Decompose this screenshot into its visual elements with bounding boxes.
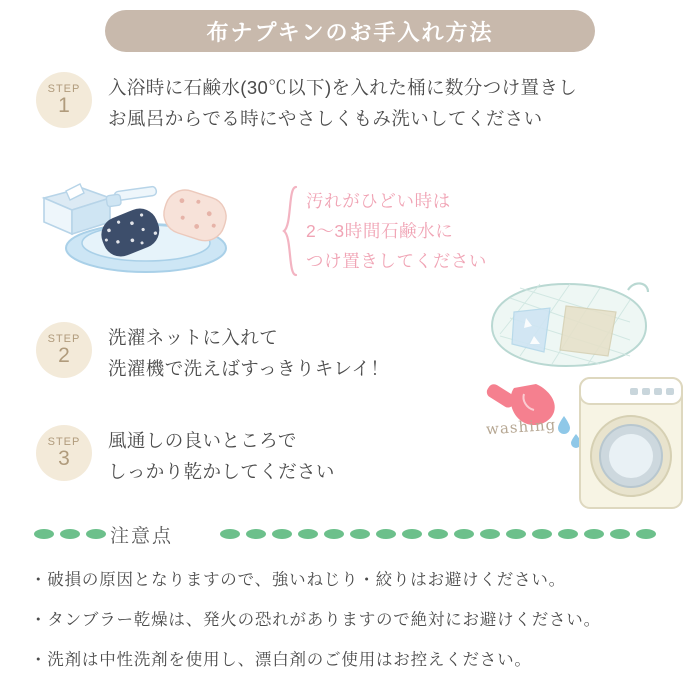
step-text-1 [108, 72, 577, 134]
washing-illustration [480, 278, 695, 518]
step-line: 洗濯ネットに入れて [108, 327, 279, 348]
callout-line: 汚れがひどい時は [306, 191, 451, 211]
step-word-1: STEP [47, 83, 81, 95]
callout-line: つけ置きしてください [306, 251, 487, 271]
soaking-icon [36, 160, 266, 280]
step-line: お風呂からでる時にやさしくもみ洗いしてください [108, 108, 543, 129]
step-text-2 [108, 322, 389, 384]
list-item: ・タンブラー乾燥は、発火の恐れがありますので絶対にお避けください。 [30, 611, 601, 629]
list-item: ・洗剤は中性洗剤を使用し、漂白剤のご使用はお控えください。 [30, 651, 532, 669]
step-badge-3 [36, 425, 92, 481]
step-number-3: 3 [58, 447, 70, 470]
washing-icon [480, 278, 695, 513]
list-item: ・破損の原因となりますので、強いねじり・絞りはお避けください。 [30, 571, 566, 589]
step-line: 洗濯機で洗えばすっきりキレイ！ [108, 358, 390, 379]
step-block-2 [36, 322, 389, 384]
step-text-3 [108, 425, 335, 487]
step-badge-2 [36, 322, 92, 378]
step-block-3 [36, 425, 335, 487]
soak-callout-text [306, 186, 487, 276]
callout-line: 2〜3時間石鹸水に [306, 221, 454, 241]
brace-icon [282, 185, 298, 277]
step-block-1 [36, 72, 577, 134]
step-line: 入浴時に石鹸水(30℃以下)を入れた桶に数分つけ置きし [108, 77, 578, 98]
page-title: 布ナプキンのお手入れ方法 [206, 19, 494, 45]
step-number-2: 2 [58, 344, 70, 367]
step-word-3: STEP [47, 436, 81, 448]
step-number-1: 1 [58, 94, 70, 117]
step-word-2: STEP [47, 333, 81, 345]
step-line: 風通しの良いところで [108, 430, 297, 451]
notes-title: 注意点 [110, 526, 174, 547]
washing-script-label: washing [485, 415, 557, 439]
step-line: しっかり乾かしてください [108, 461, 335, 482]
page-title-banner [105, 10, 595, 52]
soak-callout [282, 185, 487, 277]
notes-list [30, 560, 680, 680]
soaking-illustration [36, 160, 266, 285]
step-badge-1 [36, 72, 92, 128]
